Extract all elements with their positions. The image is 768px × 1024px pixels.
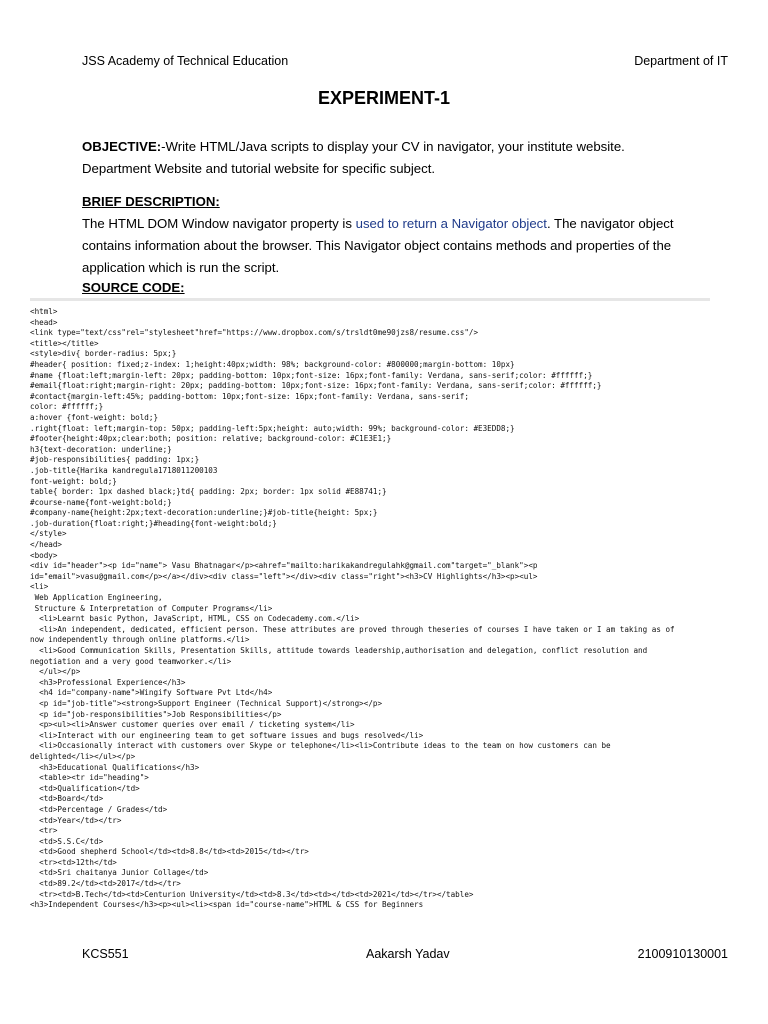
code-line: <p id="job-responsibilities">Job Responsibilities</p>: [30, 709, 282, 719]
code-line: .job-duration{float:right;}#heading{font-weight:bold;}: [30, 518, 277, 528]
source-code-heading: SOURCE CODE:: [82, 280, 185, 295]
divider: [30, 298, 710, 301]
code-line: <td>S.S.C</td>: [30, 836, 104, 846]
code-line: #footer{height:40px;clear:both; position: relative; background-color: #C1E3E1;}: [30, 434, 392, 444]
code-line: .right{float: left;margin-top: 50px; padding-left:5px;height: auto;width: 99%; background-color: #E3EDD8;}: [30, 423, 515, 433]
code-line: <tr><td>12th</td>: [30, 857, 117, 867]
footer-roll-number: 2100910130001: [637, 947, 728, 961]
code-line: <style>div{ border-radius: 5px;}: [30, 349, 177, 359]
code-line: <head>: [30, 317, 58, 327]
code-line: <tr><td>B.Tech</td><td>Centurion University</td><td>8.3</td><td></td><td>2021</td></tr></table>: [30, 889, 474, 899]
code-line: </style>: [30, 529, 67, 539]
code-line: #company-name{height:2px;text-decoration:underline;}#job-title{height: 5px;}: [30, 508, 378, 518]
code-line: <title></title>: [30, 338, 99, 348]
objective-label: OBJECTIVE:: [82, 139, 162, 154]
code-line: #job-responsibilities{ padding: 1px;}: [30, 455, 200, 465]
code-line: now independently through online platforms.</li>: [30, 635, 250, 645]
code-line: <li>Occasionally interact with customers over Skype or telephone</li><li>Contribute ideas to the team on how customers can be: [30, 741, 611, 751]
code-line: font-weight: bold;}: [30, 476, 117, 486]
code-line: <li>Interact with our engineering team to get software issues and bugs resolved</li>: [30, 730, 424, 740]
brief-description-paragraph: [82, 213, 682, 279]
footer-course-code: KCS551: [82, 947, 129, 961]
brief-description-heading: BRIEF DESCRIPTION:: [82, 194, 220, 209]
code-line: Web Application Engineering,: [30, 593, 163, 603]
header-institute: JSS Academy of Technical Education: [82, 54, 289, 68]
code-line: <div id="header"><p id="name"> Vasu Bhatnagar</p><ahref="mailto:harikakandregulahk@gmail.com"target="_blank"><p: [30, 561, 538, 571]
code-line: negotiation and a very good teamworker.</li>: [30, 656, 232, 666]
footer-student-name: Aakarsh Yadav: [366, 947, 450, 961]
code-line: delighted</li></ul></p>: [30, 751, 136, 761]
code-line: a:hover {font-weight: bold;}: [30, 412, 159, 422]
code-line: <body>: [30, 550, 58, 560]
code-line: <td>Good shepherd School</td><td>8.8</td><td>2015</td></tr>: [30, 847, 309, 857]
objective-text: -Write HTML/Java scripts to display your CV in navigator, your institute website. Department Website and tutorial website for specific subject.: [82, 139, 625, 176]
code-line: <td>89.2</td><td>2017</td></tr>: [30, 879, 181, 889]
code-line: </head>: [30, 540, 63, 550]
code-line: <html>: [30, 307, 58, 316]
code-line: #contact{margin-left:45%; padding-bottom: 10px;font-size: 16px;font-family: Verdana, sans-serif;: [30, 391, 469, 401]
code-line: <h3>Professional Experience</h3>: [30, 677, 186, 687]
code-line: id="email">vasu@gmail.com</p></a></div><div class="left"></div><div class="right"><h3>CV Highlights</h3><p><ul>: [30, 571, 538, 581]
code-line: #header{ position: fixed;z-index: 1;height:40px;width: 98%; background-color: #800000;margin-bottom: 10px}: [30, 359, 515, 369]
code-line: <li>An independent, dedicated, efficient person. These attributes are proved through theseries of courses I have taken or I am taking as of: [30, 624, 675, 634]
code-line: </ul></p>: [30, 667, 81, 677]
source-code-block: [30, 307, 720, 911]
code-line: <td>Board</td>: [30, 794, 104, 804]
code-line: h3{text-decoration: underline;}: [30, 444, 172, 454]
code-line: <td>Qualification</td>: [30, 783, 140, 793]
code-line: #course-name{font-weight:bold;}: [30, 497, 172, 507]
page-title: EXPERIMENT-1: [317, 88, 451, 108]
code-line: <td>Percentage / Grades</td>: [30, 804, 168, 814]
code-line: <td>Year</td></tr>: [30, 815, 122, 825]
code-line: .job-title{Harika kandregula1718011200103: [30, 465, 218, 475]
code-line: <p id="job-title"><strong>Support Engineer (Technical Support)</strong></p>: [30, 698, 383, 708]
code-line: table{ border: 1px dashed black;}td{ padding: 2px; border: 1px solid #E88741;}: [30, 487, 387, 497]
code-line: <td>Sri chaitanya Junior Collage</td>: [30, 868, 209, 878]
brief-text-2: . The navigator object contains information about the browser. This Navigator object contains methods and properties of the application which is run the script.: [82, 216, 674, 275]
code-line: <li>Good Communication Skills, Presentation Skills, attitude towards leadership,authorisation and delegation, conflict resolution and: [30, 646, 648, 655]
code-line: <p><ul><li>Answer customer queries over email / ticketing system</li>: [30, 720, 355, 730]
code-line: <li>: [30, 582, 49, 592]
code-line: #name {float:left;margin-left: 20px; padding-bottom: 10px;font-size: 16px;font-family: Verdana, sans-serif;color: #ffffff;}: [30, 370, 593, 380]
brief-text-1: The HTML DOM Window navigator property is: [82, 216, 356, 231]
code-line: color: #ffffff;}: [30, 402, 104, 412]
code-line: <link type="text/css"rel="stylesheet"href="https://www.dropbox.com/s/trsldt0me90jzs8/resume.css"/>: [30, 328, 479, 338]
brief-highlight: used to return a Navigator object: [355, 216, 547, 231]
header-department: Department of IT: [634, 54, 728, 68]
code-line: <h3>Independent Courses</h3><p><ul><li><span id="course-name">HTML & CSS for Beginners: [30, 900, 424, 910]
code-line: Structure & Interpretation of Computer Programs</li>: [30, 603, 273, 613]
code-line: <table><tr id="heading">: [30, 773, 149, 783]
code-line: <li>Learnt basic Python, JavaScript, HTML, CSS on Codecademy.com.</li>: [30, 614, 360, 624]
code-line: #email{float:right;margin-right: 20px; padding-bottom: 10px;font-size: 16px;font-family: Verdana, sans-serif;color: #ffffff;}: [30, 381, 602, 391]
code-line: <h3>Educational Qualifications</h3>: [30, 762, 200, 772]
code-line: <tr>: [30, 826, 58, 836]
code-line: <h4 id="company-name">Wingify Software Pvt Ltd</h4>: [30, 688, 273, 698]
objective-paragraph: [82, 136, 682, 180]
